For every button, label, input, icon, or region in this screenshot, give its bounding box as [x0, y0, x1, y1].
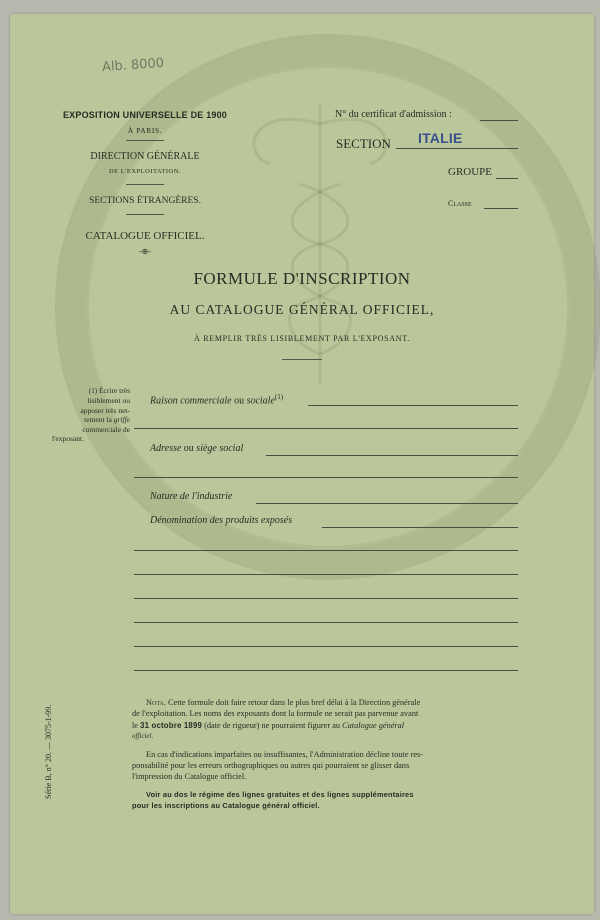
header-direction: DIRECTION GÉNÉRALE	[90, 151, 200, 162]
footnote-griffe: griffe	[113, 415, 130, 425]
adresse-label: Adresse	[150, 443, 182, 454]
raison-field-line-2[interactable]	[134, 428, 518, 429]
denomination-field-line[interactable]	[322, 527, 518, 528]
groupe-label: GROUPE	[448, 166, 493, 178]
nota-block	[132, 697, 527, 812]
divider	[126, 184, 164, 185]
form-instruction: À REMPLIR TRÈS LISIBLEMENT PAR L'EXPOSANT.	[194, 334, 410, 343]
nota-text: l'impression du Catalogue officiel.	[132, 772, 247, 782]
nota-text: le	[132, 720, 138, 730]
header-catalogue-officiel: CATALOGUE OFFICIEL.	[85, 230, 205, 242]
nota-text: Cette formule doit faire retour dans le plus bref délai à la Direction générale	[168, 698, 421, 707]
footnote-line: Écrire très	[98, 386, 130, 395]
raison-label: Raison commerciale	[150, 395, 232, 407]
nota-text: ponsabilité pour les erreurs orthographiques ou autres qui pourraient se glisser dans	[132, 761, 410, 771]
siege-social-label: siège social	[196, 443, 244, 454]
adresse-ou: ou	[183, 443, 194, 454]
footnote-line: commerciale de	[82, 424, 130, 434]
nature-field-line[interactable]	[256, 503, 518, 504]
footnote-line: tement la	[84, 415, 112, 425]
nota-text: officiel.	[132, 732, 154, 741]
produits-field-line[interactable]	[134, 622, 518, 623]
groupe-field-line	[496, 178, 518, 179]
produits-field-line[interactable]	[134, 646, 518, 647]
form-subtitle: AU CATALOGUE GÉNÉRAL OFFICIEL,	[169, 302, 435, 317]
divider	[126, 214, 164, 215]
nota-bold-text: pour les inscriptions au Catalogue général officiel.	[132, 801, 320, 811]
raison-footnote-ref: (1)	[274, 393, 284, 401]
ornament-icon: -⊕-	[138, 247, 152, 256]
field-label-raison	[150, 393, 283, 406]
header-sections-etrangeres: SECTIONS ÉTRANGÈRES.	[89, 196, 201, 206]
nota-text: En cas d'indications imparfaites ou insuffisantes, l'Administration décline toute res-	[146, 749, 424, 759]
certificate-label: N° du certificat d'admission :	[335, 109, 452, 120]
footnote-marker: (1)	[88, 387, 98, 395]
adresse-field-line[interactable]	[266, 455, 518, 456]
footnote-line: apposer très net-	[80, 405, 130, 415]
margin-footnote	[46, 386, 130, 443]
nota-text: (date de rigueur) ne pourraient figurer au	[204, 720, 341, 730]
print-reference: Série B, n° 20. — 3075-1-99.	[44, 704, 53, 799]
form-sheet	[10, 14, 594, 914]
nota-text: de l'exploitation. Les noms des exposants dont la formule ne serait pas parvenue avant	[132, 709, 419, 719]
nota-prefix: Nota.	[146, 698, 166, 707]
section-label: SECTION	[336, 136, 391, 151]
nature-label: Nature de l'industrie	[150, 491, 233, 502]
raison-field-line[interactable]	[308, 405, 518, 406]
nota-catalogue: Catalogue général	[342, 720, 405, 730]
produits-field-line[interactable]	[134, 598, 518, 599]
header-exploitation: DE L'EXPLOITATION.	[108, 168, 182, 175]
field-label-adresse	[150, 443, 243, 454]
header-paris: À PARIS.	[127, 126, 163, 135]
footnote-line: l'exposant.	[52, 434, 84, 444]
section-value-stamp: ITALIE	[418, 130, 463, 146]
adresse-field-line-2[interactable]	[134, 477, 518, 478]
denomination-label: Dénomination des produits exposés	[150, 515, 293, 526]
certificate-field-line	[480, 120, 518, 121]
header-exposition: EXPOSITION UNIVERSELLE DE 1900	[62, 110, 228, 120]
produits-field-line[interactable]	[134, 550, 518, 551]
raison-ou: ou	[234, 395, 245, 407]
classe-label: Classe	[448, 199, 472, 208]
classe-field-line	[484, 208, 518, 209]
form-title: FORMULE D'INSCRIPTION	[193, 269, 411, 288]
produits-field-line[interactable]	[134, 670, 518, 671]
raison-sociale-label: sociale	[246, 395, 275, 407]
section-field-line	[396, 148, 518, 149]
nota-date: 31 octobre 1899	[140, 720, 203, 730]
footnote-line: lisiblement ou	[87, 396, 130, 406]
produits-field-line[interactable]	[134, 574, 518, 575]
handwritten-note: Alb. 8000	[101, 55, 165, 76]
divider	[282, 359, 322, 360]
divider	[126, 140, 164, 141]
nota-bold-text: Voir au dos le régime des lignes gratuites et des lignes supplémentaires	[146, 789, 414, 799]
